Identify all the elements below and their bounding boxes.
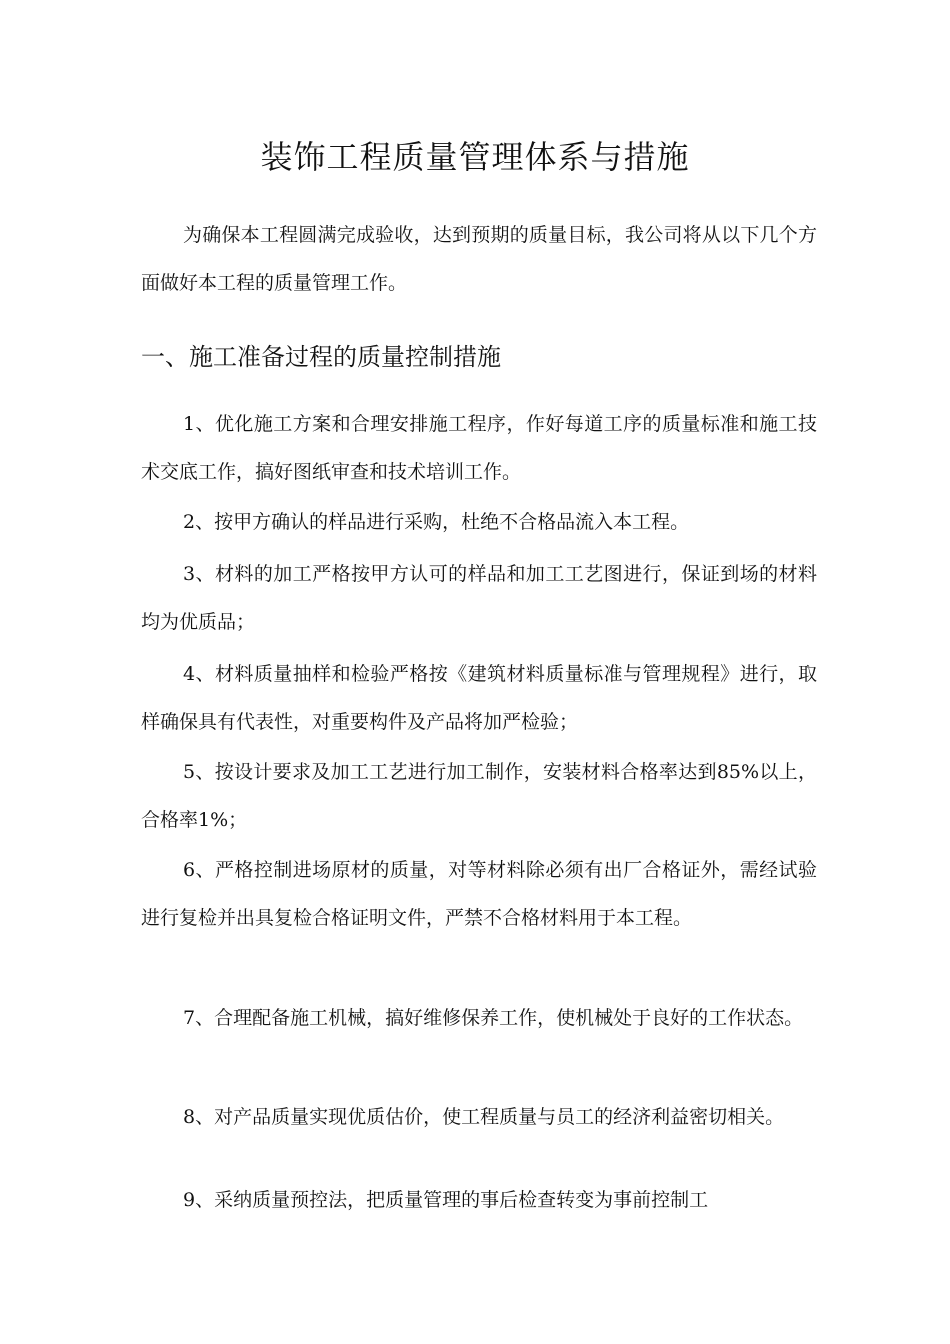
list-item-2: 2、按甲方确认的样品进行采购，杜绝不合格品流入本工程。 <box>183 511 690 533</box>
list-item-9: 9、采纳质量预控法，把质量管理的事后检查转变为事前控制工 <box>183 1189 709 1211</box>
list-item-1: 1、优化施工方案和合理安排施工程序，作好每道工序的质量标准和施工技术交底工作，搞好图纸审查和技术培训工作。 <box>141 413 817 483</box>
list-item-3: 3、材料的加工严格按甲方认可的样品和加工工艺图进行，保证到场的材料均为优质品； <box>141 563 817 633</box>
intro-paragraph: 为确保本工程圆满完成验收，达到预期的质量目标，我公司将从以下几个方面做好本工程的质量管理工作。 <box>141 224 817 294</box>
list-item-4: 4、材料质量抽样和检验严格按《建筑材料质量标准与管理规程》进行，取样确保具有代表性，对重要构件及产品将加严检验； <box>141 663 817 733</box>
document-title: 装饰工程质量管理体系与措施 <box>260 138 690 176</box>
list-item-8: 8、对产品质量实现优质估价，使工程质量与员工的经济利益密切相关。 <box>183 1106 785 1128</box>
list-item-7: 7、合理配备施工机械，搞好维修保养工作，使机械处于良好的工作状态。 <box>183 1007 804 1029</box>
list-item-5: 5、按设计要求及加工工艺进行加工制作，安装材料合格率达到85%以上，合格率1%； <box>141 761 817 831</box>
section-heading: 一、施工准备过程的质量控制措施 <box>141 343 501 371</box>
list-item-6: 6、严格控制进场原材的质量，对等材料除必须有出厂合格证外，需经试验进行复检并出具复检合格证明文件，严禁不合格材料用于本工程。 <box>141 859 817 929</box>
